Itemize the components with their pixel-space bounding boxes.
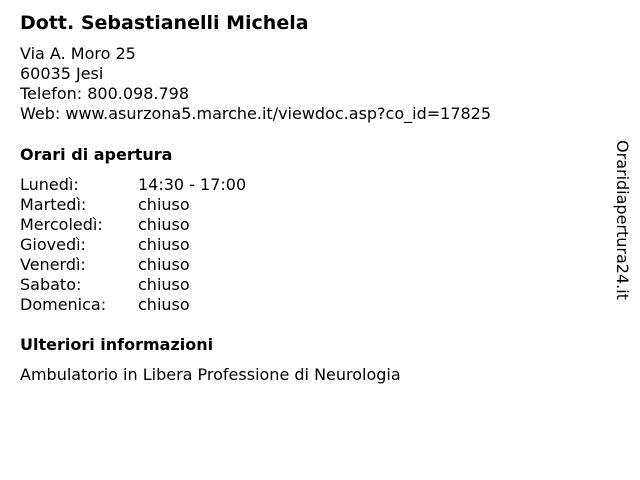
day-label: Venerdì: (20, 255, 86, 274)
opening-hours-table (20, 175, 246, 315)
day-label: Lunedì: (20, 175, 79, 194)
contact-block (20, 44, 491, 124)
hours-row-thursday (20, 235, 246, 255)
hours-value: chiuso (138, 275, 190, 294)
day-label: Giovedì: (20, 235, 86, 254)
further-info-heading: Ulteriori informazioni (20, 335, 214, 354)
hours-row-sunday (20, 295, 246, 315)
hours-row-tuesday (20, 195, 246, 215)
day-label: Martedì: (20, 195, 87, 214)
opening-hours-heading: Orari di apertura (20, 145, 173, 164)
day-label: Mercoledì: (20, 215, 103, 234)
website-link[interactable]: Web: www.asurzona5.marche.it/viewdoc.asp?co_id=17825 (20, 104, 492, 123)
hours-value: chiuso (138, 235, 190, 254)
further-info-text: Ambulatorio in Libera Professione di Neurologia (20, 365, 401, 384)
hours-value: chiuso (138, 195, 190, 214)
site-watermark: Oraridiapertura24.it (613, 140, 632, 300)
city: 60035 Jesi (20, 64, 104, 83)
hours-row-friday (20, 255, 246, 275)
hours-value: 14:30 - 17:00 (138, 175, 247, 194)
hours-value: chiuso (138, 215, 190, 234)
hours-row-wednesday (20, 215, 246, 235)
phone-number: Telefon: 800.098.798 (20, 84, 190, 103)
hours-value: chiuso (138, 255, 190, 274)
hours-row-saturday (20, 275, 246, 295)
day-label: Sabato: (20, 275, 82, 294)
hours-value: chiuso (138, 295, 190, 314)
day-label: Domenica: (20, 295, 107, 314)
hours-row-monday (20, 175, 246, 195)
street-address: Via A. Moro 25 (20, 44, 136, 63)
doctor-name: Dott. Sebastianelli Michela (20, 12, 309, 34)
